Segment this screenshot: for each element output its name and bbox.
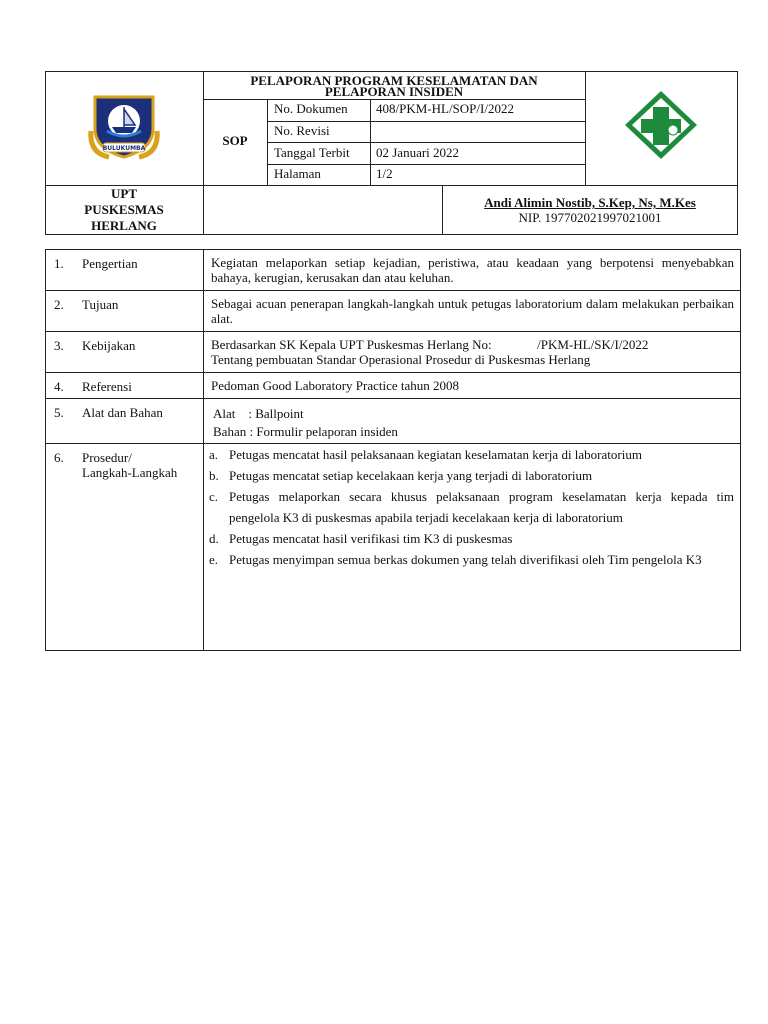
sop-label: SOP <box>222 133 248 148</box>
document-header <box>45 71 738 235</box>
org-name-line3: HERLANG <box>91 218 157 233</box>
org-name-line1: UPT <box>111 186 137 201</box>
section-number: 2. <box>54 297 64 312</box>
table-row <box>46 399 741 444</box>
section-label-tujuan: Tujuan <box>82 297 119 312</box>
bulukumba-regency-logo <box>85 91 163 163</box>
signer-name: Andi Alimin Nostib, S.Kep, Ns, M.Kes <box>484 195 696 210</box>
section-text-alat: Alat : Ballpoint <box>213 406 304 421</box>
list-item: e. Petugas menyimpan semua berkas dokumen yang telah diverifikasi oleh Tim pengelola K3 <box>209 552 702 567</box>
section-label-prosedur: Prosedur/ <box>82 450 132 465</box>
document-title-line2: PELAPORAN INSIDEN <box>324 84 464 99</box>
section-text-pengertian: Kegiatan melaporkan setiap kejadian, peristiwa, atau keadaan yang berpotensi menyebabkan bahaya, kerugian, kerusakan dan atau keluhan. <box>211 255 734 285</box>
section-text-referensi: Pedoman Good Laboratory Practice tahun 2008 <box>211 378 460 393</box>
sop-content-table <box>45 249 741 651</box>
meta-label-doc-number: No. Dokumen <box>274 101 348 116</box>
table-row <box>46 373 741 399</box>
meta-label-page: Halaman <box>274 166 321 181</box>
procedure-list <box>204 444 740 570</box>
list-item: c. Petugas melaporkan secara khusus pelaksanaan program keselamatan kerja kepada tim pengelola K3 di puskesmas apabila terjadi kecelakaan kerja di laboratorium <box>209 489 734 525</box>
table-row <box>46 332 741 373</box>
section-label-pengertian: Pengertian <box>82 256 138 271</box>
section-number: 4. <box>54 379 64 394</box>
list-item: b. Petugas mencatat setiap kecelakaan kerja yang terjadi di laboratorium <box>209 468 593 483</box>
section-label-kebijakan: Kebijakan <box>82 338 136 353</box>
meta-label-revision: No. Revisi <box>274 123 330 138</box>
section-text-kebijakan-line2: Tentang pembuatan Standar Operasional Prosedur di Puskesmas Herlang <box>211 352 591 367</box>
signer-nip: NIP. 197702021997021001 <box>518 210 662 225</box>
section-number: 3. <box>54 338 64 353</box>
puskesmas-cross-logo <box>623 89 699 161</box>
meta-value-doc-number: 408/PKM-HL/SOP/I/2022 <box>376 101 514 116</box>
meta-value-issue-date: 02 Januari 2022 <box>376 145 460 160</box>
section-number: 1. <box>54 256 64 271</box>
org-name-line2: PUSKESMAS <box>84 202 164 217</box>
section-text-kebijakan-line1: Berdasarkan SK Kepala UPT Puskesmas Herlang No: /PKM-HL/SK/I/2022 <box>211 337 649 352</box>
table-row <box>46 291 741 332</box>
table-row <box>46 444 741 651</box>
list-item: d. Petugas mencatat hasil verifikasi tim K3 di puskesmas <box>209 531 513 546</box>
section-label-langkah: Langkah-Langkah <box>82 465 178 480</box>
section-number: 6. <box>54 450 64 465</box>
meta-value-page: 1/2 <box>376 166 393 181</box>
list-item: a. Petugas mencatat hasil pelaksanaan kegiatan keselamatan kerja di laboratorium <box>209 447 642 462</box>
section-number: 5. <box>54 405 64 420</box>
table-row <box>46 250 741 291</box>
section-label-referensi: Referensi <box>82 379 132 394</box>
section-text-bahan: Bahan : Formulir pelaporan insiden <box>213 424 398 439</box>
meta-label-issue-date: Tanggal Terbit <box>274 145 350 160</box>
document-title-line1: PELAPORAN PROGRAM KESELAMATAN DAN <box>250 73 538 88</box>
section-label-alat-bahan: Alat dan Bahan <box>82 405 163 420</box>
logo-text: BULUKUMBA <box>102 145 146 152</box>
section-text-tujuan: Sebagai acuan penerapan langkah-langkah untuk petugas laboratorium dalam melakukan perbaikan alat. <box>211 296 734 326</box>
